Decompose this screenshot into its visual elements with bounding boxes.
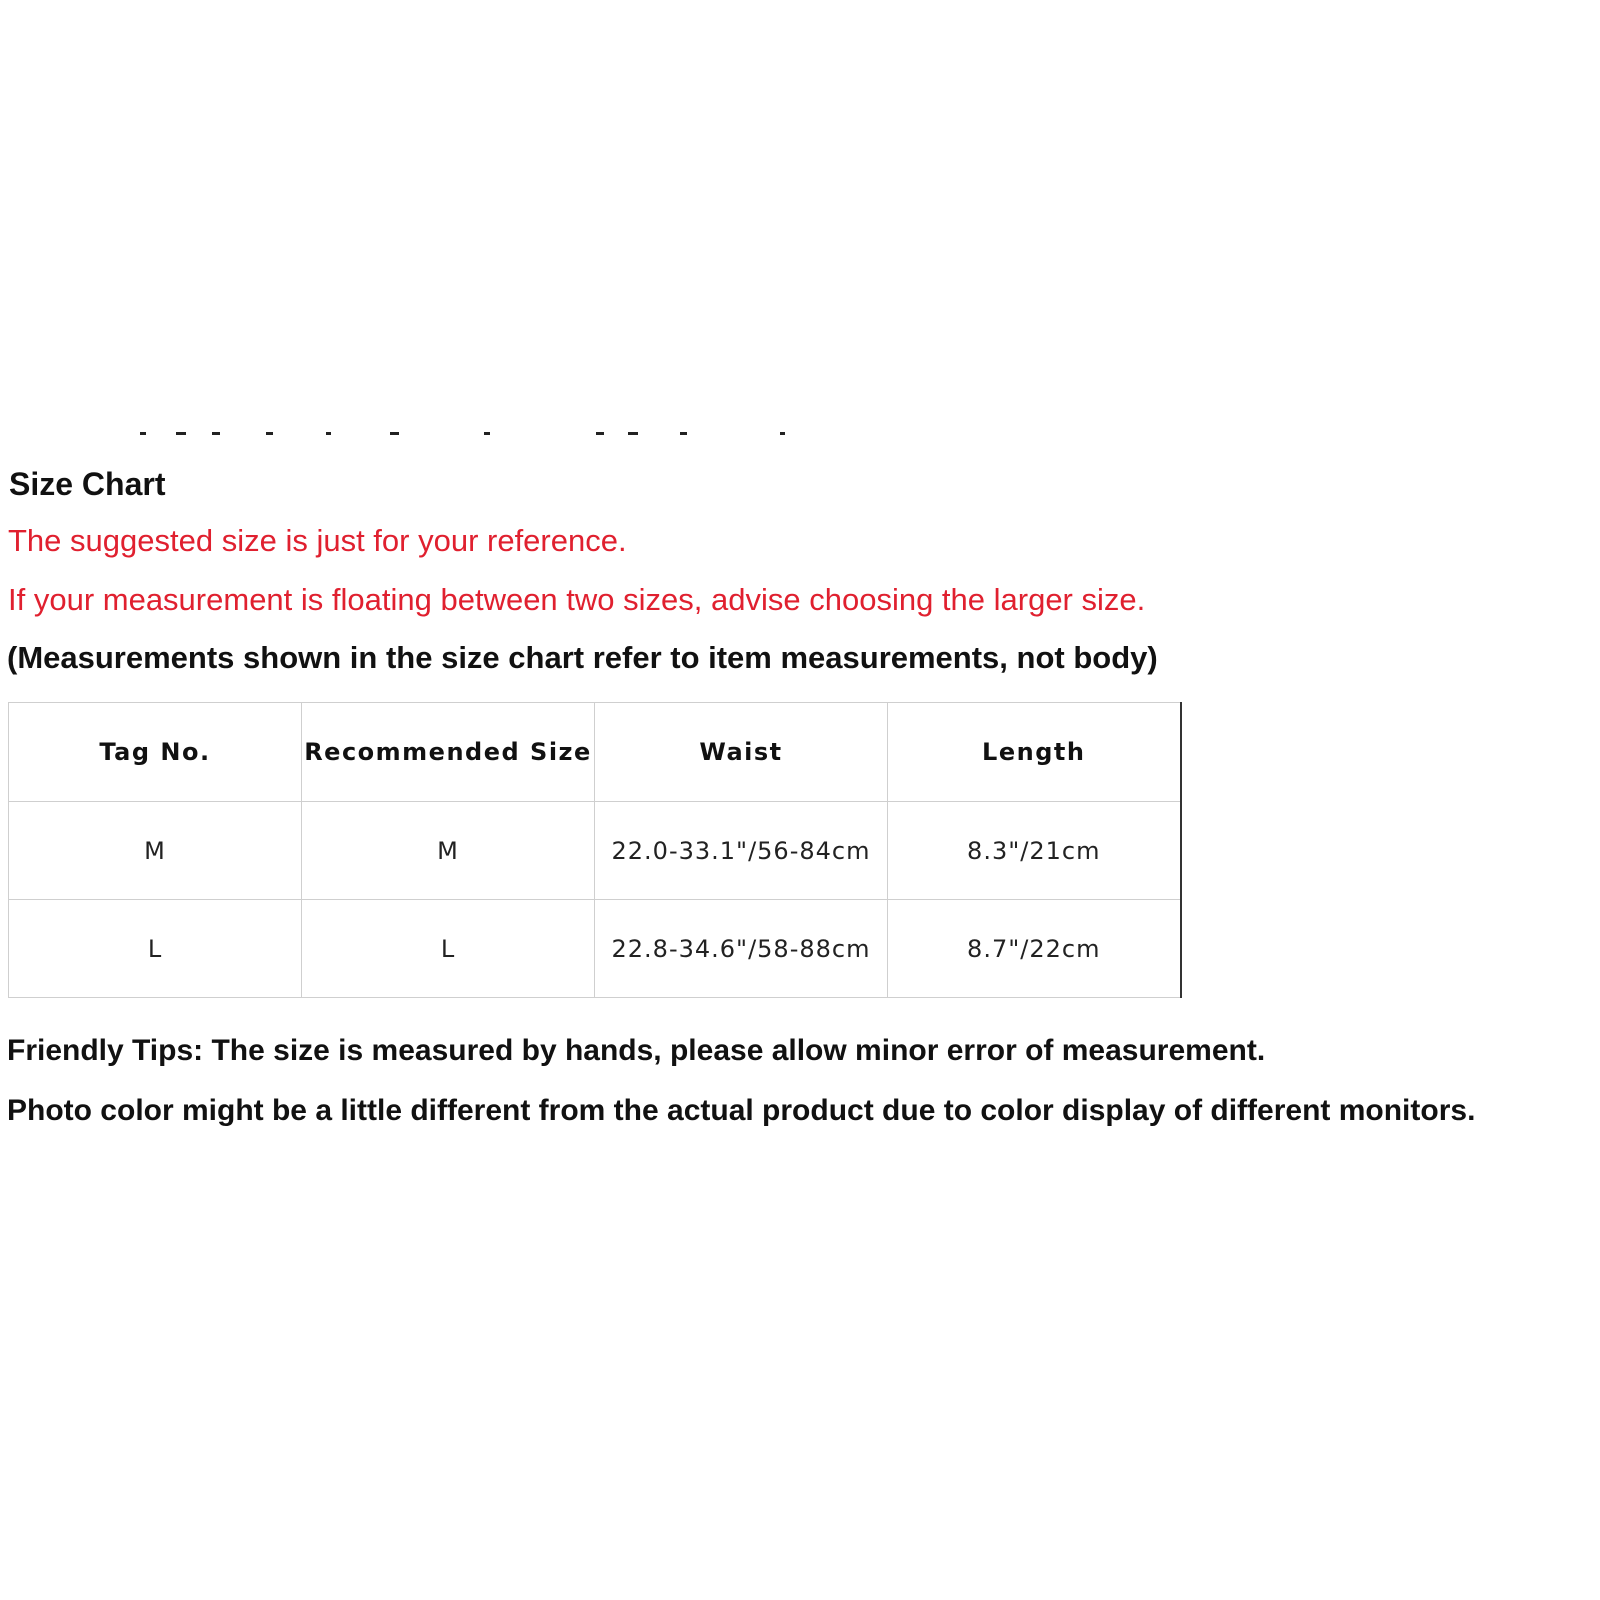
header-tag-no: Tag No. [9, 703, 302, 802]
header-waist: Waist [595, 703, 888, 802]
cell-tag-no: L [9, 900, 302, 998]
table-row [9, 900, 1181, 998]
size-chart-title: Size Chart [9, 466, 166, 502]
cell-waist: 22.8-34.6"/58-88cm [595, 900, 888, 998]
cell-recommended-size: L [302, 900, 595, 998]
header-length: Length [888, 703, 1181, 802]
cell-length: 8.3"/21cm [888, 802, 1181, 900]
table-row [9, 802, 1181, 900]
cell-tag-no: M [9, 802, 302, 900]
cell-waist: 22.0-33.1"/56-84cm [595, 802, 888, 900]
larger-size-advice: If your measurement is floating between two sizes, advise choosing the larger size. [8, 582, 1146, 617]
size-table [8, 702, 1182, 998]
reference-note: The suggested size is just for your reference. [8, 523, 627, 558]
color-disclaimer: Photo color might be a little different from the actual product due to color display of different monitors. [7, 1094, 1476, 1127]
cell-length: 8.7"/22cm [888, 900, 1181, 998]
cell-recommended-size: M [302, 802, 595, 900]
header-recommended-size: Recommended Size [302, 703, 595, 802]
table-header-row [9, 703, 1181, 802]
measurement-note: (Measurements shown in the size chart refer to item measurements, not body) [7, 640, 1158, 675]
cropped-text-fragment [140, 432, 800, 436]
friendly-tips: Friendly Tips: The size is measured by hands, please allow minor error of measurement. [7, 1034, 1266, 1067]
